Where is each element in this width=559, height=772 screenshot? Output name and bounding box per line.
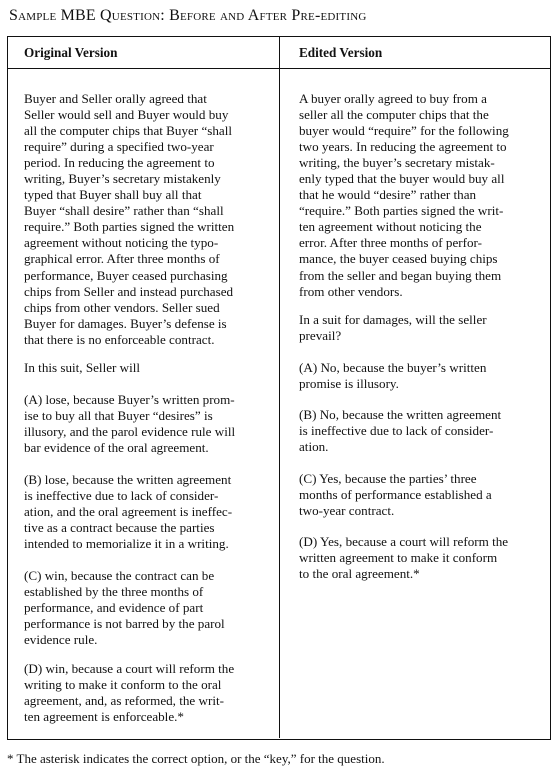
original-question: In this suit, Seller will [24,360,141,375]
original-option-a: (A) lose, because Buyer’s written prom- ise to buy all that Buyer “desires” is illusory, and the parol evidence rule will bar evidence of the oral agreement. [24,392,236,456]
original-option-c: (C) win, because the contract can be established by the three months of performance, and evidence of part performance is not barred by the parol evidence rule. [24,568,225,648]
original-option-d: (D) win, because a court will reform the writing to make it conform to the oral agreement, and, as reformed, the writ- ten agreement is enforceable.* [24,661,235,725]
original-version-header: Original Version [24,45,118,60]
original-option-b: (B) lose, because the written agreement is ineffective due to lack of consider- ation, and the oral agreement is ineffec- tive as a contract because the parties intended to memorialize it in a writing. [24,472,233,552]
page-title: Sample MBE Question: Before and After Pre-editing [9,7,367,24]
footnote: * The asterisk indicates the correct option, or the “key,” for the question. [7,751,385,766]
edited-stem: A buyer orally agreed to buy from a seller all the computer chips that the buyer would “require” for the following two years. In reducing the agreement to writing, the buyer’s secretary mistak- enly typed that the buyer would buy all that he would “desire” rather than “require.” Both parties signed the writ- ten agreement without noticing the error. After three months of perfor- mance, the buyer ceased buying chips from the seller and began buying them from other vendors. [299,91,509,299]
edited-option-c: (C) Yes, because the parties’ three months of performance established a two-year contract. [299,471,492,519]
column-divider [279,36,280,738]
edited-option-b: (B) No, because the written agreement is ineffective due to lack of consider- ation. [299,407,502,455]
edited-version-header: Edited Version [299,45,383,60]
original-stem: Buyer and Seller orally agreed that Seller would sell and Buyer would buy all the computer chips that Buyer “shall require” during a specified two-year period. In reducing the agreement to writing, Buyer’s secretary mistakenly typed that Buyer shall buy all that Buyer “shall desire” rather than “shall require.” Both parties signed the written agreement without noticing the typo- graphical error. After three months of performance, Buyer ceased purchasing chips from Seller and instead purchased chips from other vendors. Seller sued Buyer for damages. Buyer’s defense is that there is no enforceable contract. [24,91,235,347]
header-divider [7,68,550,69]
edited-option-d: (D) Yes, because a court will reform the written agreement to make it conform to the oral agreement.* [299,534,509,582]
edited-question: In a suit for damages, will the seller prevail? [299,312,487,344]
edited-option-a: (A) No, because the buyer’s written promise is illusory. [299,360,487,392]
